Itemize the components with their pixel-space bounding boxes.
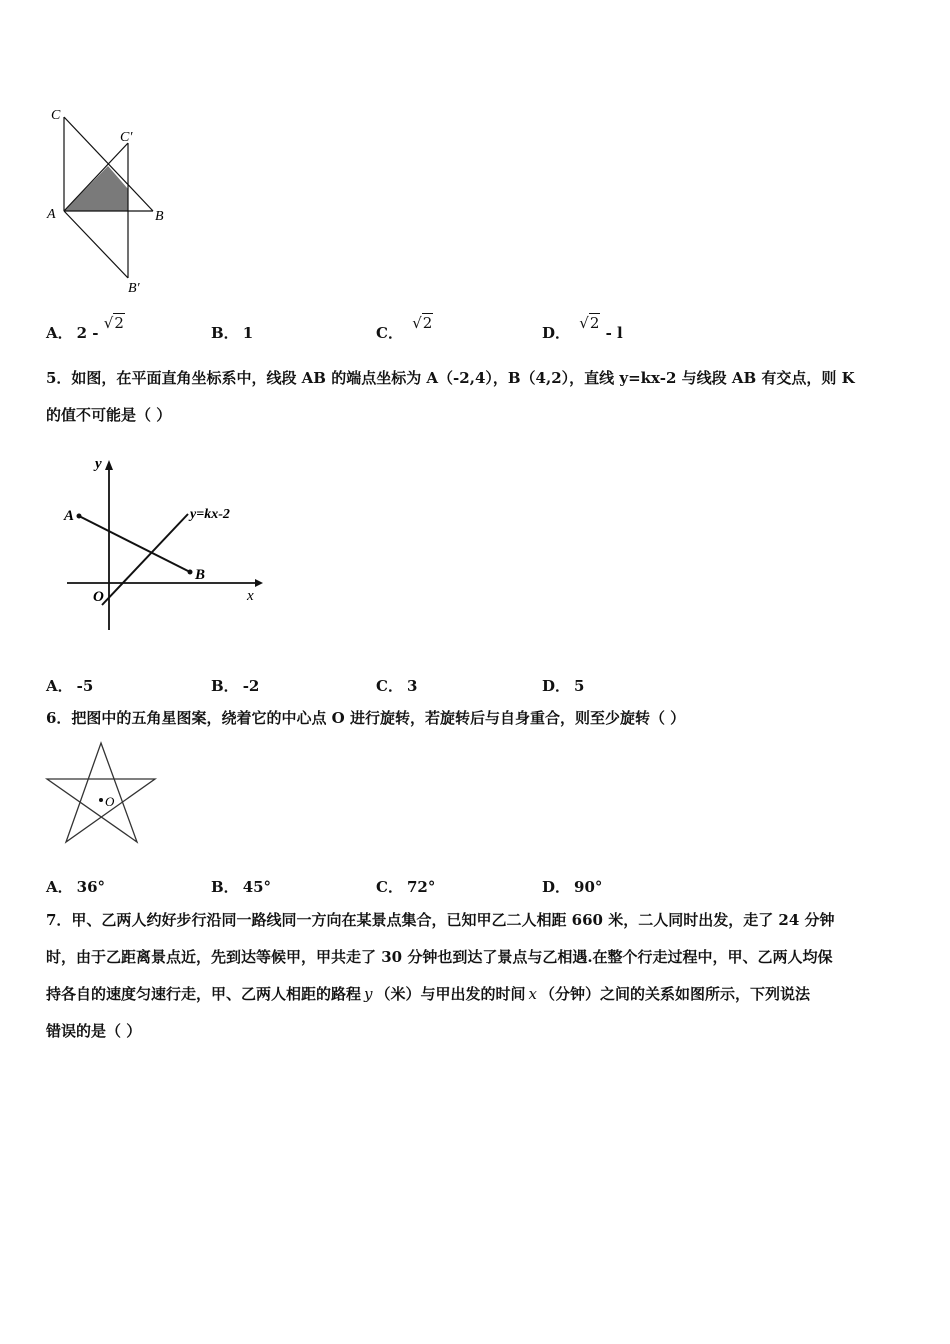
q5-option-d-text: 5 <box>574 677 585 695</box>
q5-option-b-label: B． <box>211 677 239 695</box>
q5-option-a[interactable] <box>46 675 93 696</box>
q6-option-c-label: C． <box>376 878 403 896</box>
q5-label-x: x <box>247 588 254 604</box>
q5-option-c-label: C． <box>376 677 403 695</box>
q6-star-outline <box>47 743 155 842</box>
q4-option-c-label: C． <box>376 324 403 342</box>
q7-line-3-b: （米）与甲出发的时间 <box>375 985 526 1003</box>
q6-option-b-text: 45° <box>242 878 272 896</box>
q5-coordinate-figure <box>55 448 280 638</box>
q6-option-a[interactable] <box>46 876 105 897</box>
q7-line-2: 时，由于乙距离景点近，先到达等候甲，甲共走了 30 分钟也到达了景点与乙相遇.在整个行走过程中，甲、乙两人均保 <box>46 948 833 966</box>
q5-point-b <box>188 570 193 575</box>
q4-label-b: B <box>155 209 164 224</box>
q7-stem <box>46 902 916 1050</box>
q7-var-x: x <box>528 985 537 1003</box>
q5-line-kx <box>102 514 188 605</box>
q4-option-a-pre: 2 - <box>76 324 99 342</box>
q4-label-b-prime: B′ <box>128 281 140 296</box>
q6-center-point <box>99 798 103 802</box>
q4-option-d-sqrt: √2 <box>579 314 600 332</box>
q7-line-3-a: 持各自的速度匀速行走，甲、乙两人相距的路程 <box>46 985 362 1003</box>
q5-label-o: O <box>93 589 104 605</box>
q5-option-d-label: D． <box>542 677 571 695</box>
q6-star-figure <box>44 740 158 846</box>
q6-option-b[interactable] <box>211 876 271 897</box>
q4-option-b-label: B． <box>211 324 239 342</box>
q6-option-c-text: 72° <box>406 878 436 896</box>
q4-label-a: A <box>47 207 56 222</box>
q6-label-o: O <box>105 794 115 809</box>
q6-option-a-text: 36° <box>76 878 106 896</box>
q5-stem <box>46 360 916 434</box>
q5-option-b-text: -2 <box>242 677 260 695</box>
q6-stem <box>46 700 916 737</box>
q7-line-3 <box>46 976 916 1013</box>
q4-option-b[interactable] <box>211 322 253 343</box>
q4-option-b-text: 1 <box>242 324 254 342</box>
q4-triangle-figure <box>40 100 180 300</box>
q5-line-2: 的值不可能是（ ） <box>46 406 172 424</box>
q6-option-c[interactable] <box>376 876 435 897</box>
q5-label-b: B <box>195 567 206 583</box>
q6-option-d-text: 90° <box>574 878 603 896</box>
q5-label-a: A <box>64 508 75 524</box>
q6-line-1: 6．把图中的五角星图案，绕着它的中心点 O 进行旋转，若旋转后与自身重合，则至少旋转（ ） <box>46 709 686 727</box>
q5-option-b[interactable] <box>211 675 259 696</box>
q7-line-4: 错误的是（ ） <box>46 1022 142 1040</box>
q5-option-c[interactable] <box>376 675 417 696</box>
q4-option-c-sqrt: √2 <box>412 314 433 332</box>
q6-option-d-label: D． <box>542 878 571 896</box>
q4-option-a-sqrt: √2 <box>103 314 124 332</box>
q4-option-d-post: - l <box>605 324 623 342</box>
q5-option-d[interactable] <box>542 675 584 696</box>
q7-var-y: y <box>364 985 373 1003</box>
q6-option-a-label: A． <box>46 878 73 896</box>
q5-point-a <box>77 514 82 519</box>
q5-option-a-label: A． <box>46 677 73 695</box>
q5-segment-ab <box>79 516 190 572</box>
q4-option-d-label: D． <box>542 324 571 342</box>
q4-label-c: C <box>51 108 61 123</box>
q5-label-line: y=kx-2 <box>190 507 230 522</box>
q4-shaded-region <box>64 166 128 211</box>
q4-label-c-prime: C′ <box>120 130 133 145</box>
q6-option-b-label: B． <box>211 878 239 896</box>
q5-label-y: y <box>95 456 102 472</box>
q5-option-c-text: 3 <box>406 677 418 695</box>
q7-line-3-c: （分钟）之间的关系如图所示，下列说法 <box>539 985 810 1003</box>
q4-option-d[interactable] <box>542 314 623 343</box>
q7-line-1: 7．甲、乙两人约好步行沿同一路线同一方向在某景点集合，已知甲乙二人相距 660 米，二人同时出发，走了 24 分钟 <box>46 911 835 929</box>
q4-option-c[interactable] <box>376 314 433 343</box>
q6-option-d[interactable] <box>542 876 602 897</box>
q5-option-a-text: -5 <box>76 677 94 695</box>
q4-option-a-label: A． <box>46 324 73 342</box>
q4-option-a[interactable] <box>46 314 125 343</box>
q5-line-1: 5．如图，在平面直角坐标系中，线段 AB 的端点坐标为 A（-2,4），B（4,2），直线 y=kx-2 与线段 AB 有交点，则 K <box>46 369 855 387</box>
